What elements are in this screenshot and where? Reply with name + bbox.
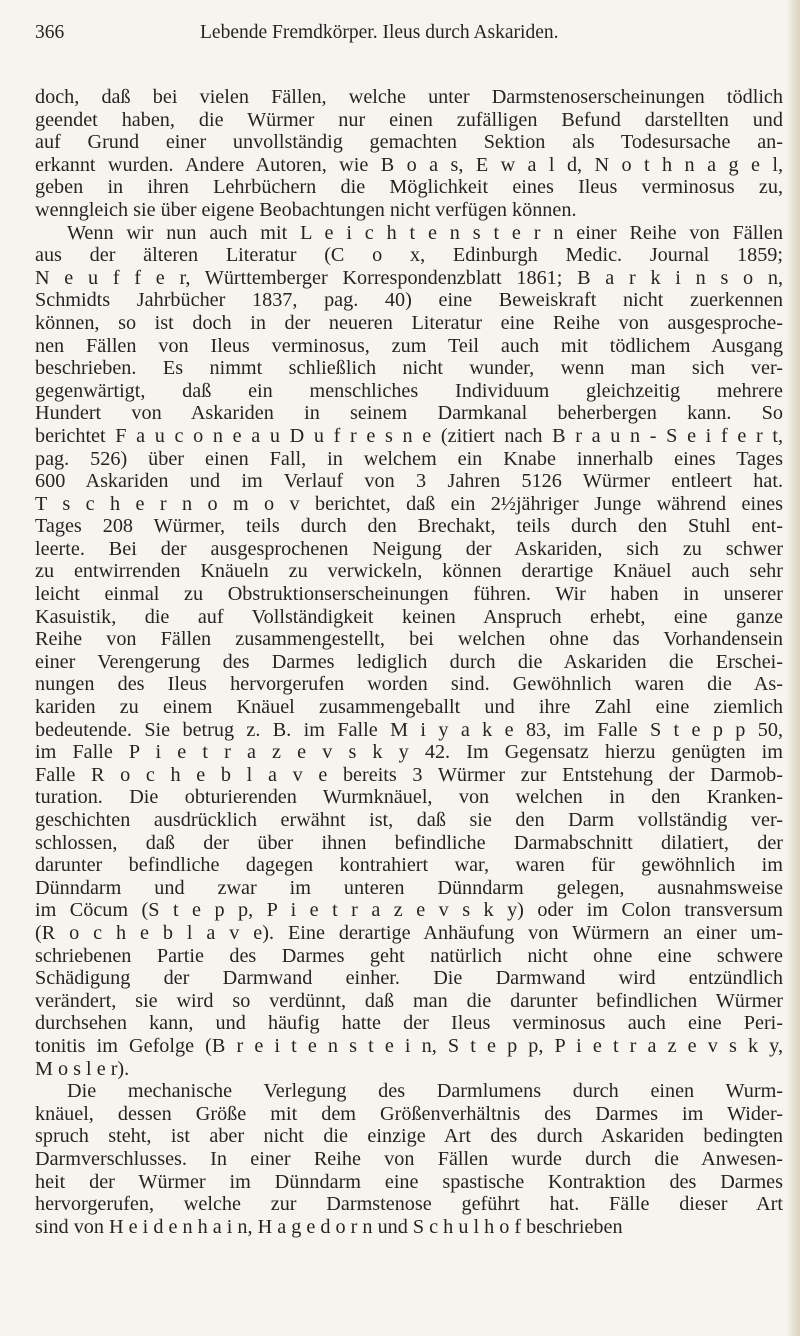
text-line: heit der Würmer im Dünndarm eine spastische Kontraktion des Darmes	[35, 1170, 783, 1193]
text-line: Kasuistik, die auf Vollständigkeit keinen Anspruch erhebt, eine ganze	[35, 605, 783, 628]
text-line: T s c h e r n o m o v berichtet, daß ein 2½jähriger Junge während eines	[35, 492, 783, 515]
text-line: berichtet F a u c o n e a u D u f r e s n e (zitiert nach B r a u n - S e i f e r t,	[35, 424, 783, 447]
text-line: doch, daß bei vielen Fällen, welche unter Darmstenoserscheinungen tödlich	[35, 86, 783, 108]
text-line: Hundert von Askariden in seinem Darmkanal beherbergen kann. So	[35, 402, 783, 425]
text-line: können, so ist doch in der neueren Literatur eine Reihe von ausgesproche-	[35, 311, 783, 334]
text-line: sind von H e i d e n h a i n, H a g e d o r n und S c h u l h o f beschrieben	[35, 1215, 623, 1238]
text-line: bedeutende. Sie betrug z. B. im Falle M i y a k e 83, im Falle S t e p p 50,	[35, 718, 783, 741]
text-line: beschrieben. Es nimmt schließlich nicht wunder, wenn man sich ver-	[35, 357, 783, 380]
running-head	[35, 18, 775, 48]
text-line: auf Grund einer unvollständig gemachten Sektion als Todesursache an-	[35, 131, 783, 154]
body-text	[35, 86, 783, 1238]
text-line: im Falle P i e t r a z e v s k y 42. Im Gegensatz hierzu genügten im	[35, 741, 783, 764]
text-line: im Cöcum (S t e p p, P i e t r a z e v s k y) oder im Colon transversum	[35, 899, 783, 922]
text-line: knäuel, dessen Größe mit dem Größenverhältnis des Darmes im Wider-	[35, 1102, 783, 1125]
page-number: 366	[35, 22, 65, 43]
text-line: durchsehen kann, und häufig hatte der Ileus verminosus auch eine Peri-	[35, 1012, 783, 1035]
text-line: tonitis im Gefolge (B r e i t e n s t e i n, S t e p p, P i e t r a z e v s k y,	[35, 1034, 783, 1057]
text-line: leerte. Bei der ausgesprochenen Neigung der Askariden, sich zu schwer	[35, 537, 783, 560]
text-line: schriebenen Partie des Darmes geht natürlich nicht ohne eine schwere	[35, 944, 783, 967]
text-line: spruch steht, ist aber nicht die einzige Art des durch Askariden bedingten	[35, 1125, 783, 1148]
text-line: geben in ihren Lehrbüchern die Möglichkeit eines Ileus verminosus zu,	[35, 176, 783, 199]
text-line: aus der älteren Literatur (C o x, Edinburgh Medic. Journal 1859;	[35, 244, 783, 267]
running-title: Lebende Fremdkörper. Ileus durch Askariden.	[200, 22, 559, 43]
text-line: Schädigung der Darmwand einher. Die Darmwand wird entzündlich	[35, 967, 783, 990]
text-line: Schmidts Jahrbücher 1837, pag. 40) eine Beweiskraft nicht zuerkennen	[35, 289, 783, 312]
text-line: Wenn wir nun auch mit L e i c h t e n s t e r n einer Reihe von Fällen	[67, 221, 783, 244]
text-line: schlossen, daß der über ihnen befindliche Darmabschnitt dilatiert, der	[35, 831, 783, 854]
text-line: M o s l e r).	[35, 1057, 130, 1080]
text-line: verändert, sie wird so verdünnt, daß man die darunter befindlichen Würmer	[35, 989, 783, 1012]
text-line: Reihe von Fällen zusammengestellt, bei welchen ohne das Vorhandensein	[35, 628, 783, 651]
text-line: pag. 526) über einen Fall, in welchem ein Knabe innerhalb eines Tages	[35, 447, 783, 470]
text-line: Falle R o c h e b l a v e bereits 3 Würmer zur Entstehung der Darmob-	[35, 763, 783, 786]
text-line: Tages 208 Würmer, teils durch den Brechakt, teils durch den Stuhl ent-	[35, 515, 783, 538]
text-line: Dünndarm und zwar im unteren Dünndarm gelegen, ausnahmsweise	[35, 876, 783, 899]
text-line: Darmverschlusses. In einer Reihe von Fällen wurde durch die Anwesen-	[35, 1147, 783, 1170]
text-line: N e u f f e r, Württemberger Korrespondenzblatt 1861; B a r k i n s o n,	[35, 266, 783, 289]
text-line: geschichten ausdrücklich erwähnt ist, daß sie den Darm vollständig ver-	[35, 809, 783, 831]
text-line: 600 Askariden und im Verlauf von 3 Jahren 5126 Würmer entleert hat.	[35, 470, 783, 493]
text-line: nungen des Ileus hervorgerufen worden sind. Gewöhnlich waren die As-	[35, 673, 783, 696]
text-line: gegenwärtigt, daß ein menschliches Individuum gleichzeitig mehrere	[35, 379, 783, 402]
text-line: einer Verengerung des Darmes lediglich durch die Askariden die Erschei-	[35, 650, 783, 673]
text-line: kariden zu einem Knäuel zusammengeballt und ihre Zahl eine ziemlich	[35, 696, 783, 719]
text-line: Die mechanische Verlegung des Darmlumens durch einen Wurm-	[67, 1080, 783, 1103]
text-line: zu entwirrenden Knäueln zu verwickeln, können derartige Knäuel auch sehr	[35, 560, 783, 583]
text-line: (R o c h e b l a v e). Eine derartige Anhäufung von Würmern an einer um-	[35, 921, 783, 944]
text-line: geendet haben, die Würmer nur einen zufälligen Befund darstellten und	[35, 108, 783, 131]
text-line: hervorgerufen, welche zur Darmstenose geführt hat. Fälle dieser Art	[35, 1193, 783, 1216]
text-line: erkannt wurden. Andere Autoren, wie B o a s, E w a l d, N o t h n a g e l,	[35, 153, 783, 176]
text-line: darunter befindliche dagegen kontrahiert war, waren für gewöhnlich im	[35, 854, 783, 877]
text-line: nen Fällen von Ileus verminosus, zum Teil auch mit tödlichem Ausgang	[35, 334, 783, 357]
text-line: wenngleich sie über eigene Beobachtungen nicht verfügen können.	[35, 198, 577, 221]
text-line: turation. Die obturierenden Wurmknäuel, von welchen in den Kranken-	[35, 786, 783, 809]
text-line: leicht einmal zu Obstruktionserscheinungen führen. Wir haben in unserer	[35, 583, 783, 606]
